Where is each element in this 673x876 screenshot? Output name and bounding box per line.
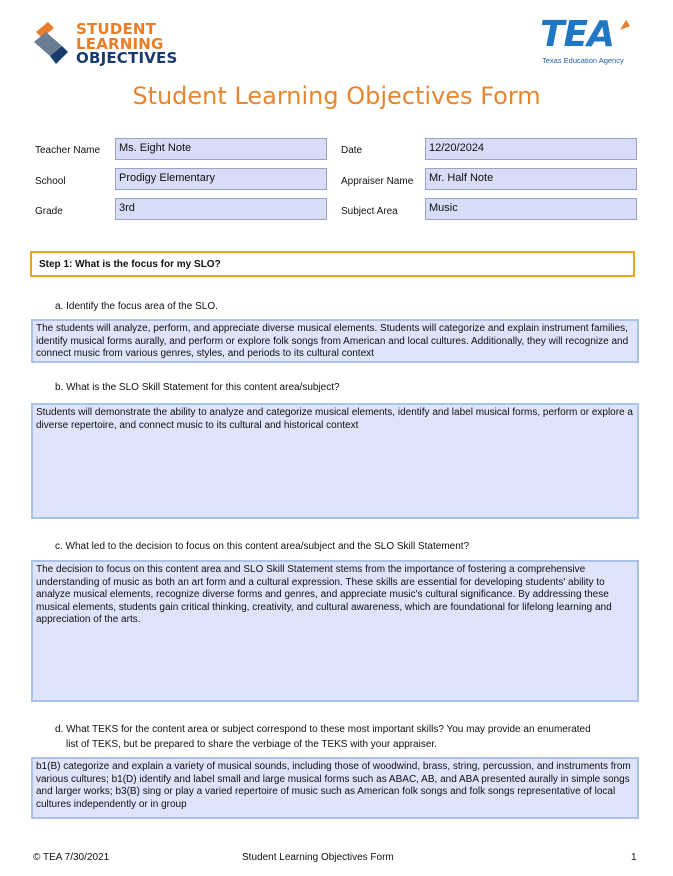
- slo-logo-text: [76, 22, 178, 66]
- footer-page-number: 1: [631, 852, 637, 863]
- date-label: Date: [341, 145, 363, 156]
- question-b-prompt: b. What is the SLO Skill Statement for this content area/subject?: [55, 382, 340, 393]
- question-b-answer[interactable]: Students will demonstrate the ability to analyze and categorize musical elements, identify and label musical forms, perform or explore a diverse repertoire, and connect music to its cultural and historical context: [31, 403, 639, 519]
- question-d-prompt-line1: d. What TEKS for the content area or subject correspond to these most important skills? You may provide an enumerated: [55, 724, 591, 735]
- footer-copyright: © TEA 7/30/2021: [33, 852, 110, 863]
- question-d-answer[interactable]: b1(B) categorize and explain a variety of musical sounds, including those of woodwind, brass, string, percussion, and instruments from various cultures; b1(D) identify and label small and large musical forms such as ABAC, AB, and ABA presented aurally in simple songs and larger works; b3(B) sing or play a varied repertoire of music such as American folk songs and folk songs representative of local cultures independently or in group: [31, 757, 639, 819]
- form-title: Student Learning Objectives Form: [132, 82, 541, 110]
- appraiser-name-label: Appraiser Name: [341, 176, 414, 187]
- question-d-prompt-line2: list of TEKS, but be prepared to share the verbiage of the TEKS with your appraiser.: [66, 739, 437, 750]
- tea-logo-subtitle: Texas Education Agency: [542, 56, 624, 65]
- tea-logo-word: TEA: [540, 14, 615, 55]
- question-c-answer[interactable]: The decision to focus on this content area and SLO Skill Statement stems from the importance of fostering a comprehensive understanding of music as both an art form and a cultural expression. These skills are essential for developing students' ability to analyze musical elements, recognize diverse forms and genres, and appreciate music's cultural significance. By addressing these musical elements, students gain critical thinking, creativity, and cultural awareness, which are foundational for lifelong learning and appreciation of the arts.: [31, 560, 639, 702]
- teacher-name-label: Teacher Name: [35, 145, 101, 156]
- slo-logo: [32, 20, 192, 68]
- question-a-answer[interactable]: The students will analyze, perform, and appreciate diverse musical elements. Students will categorize and explain instrument families, identify musical forms aurally, and perform or explore folk songs from American and local cultures. Additionally, they will recognize and connect music from various genres, styles, and periods to its cultural context: [31, 319, 639, 363]
- tea-logo: [540, 14, 640, 66]
- step1-heading: Step 1: What is the focus for my SLO?: [30, 251, 635, 277]
- grade-label: Grade: [35, 206, 63, 217]
- question-c-prompt: c. What led to the decision to focus on this content area/subject and the SLO Skill Statement?: [55, 541, 470, 552]
- tea-logo-arrow-icon: [618, 18, 632, 32]
- date-field[interactable]: 12/20/2024: [425, 138, 637, 160]
- teacher-name-field[interactable]: Ms. Eight Note: [115, 138, 327, 160]
- slo-logo-mark-icon: [32, 20, 72, 66]
- footer-title: Student Learning Objectives Form: [242, 852, 394, 863]
- slo-logo-line2: LEARNING: [76, 34, 164, 53]
- school-field[interactable]: Prodigy Elementary: [115, 168, 327, 190]
- appraiser-name-field[interactable]: Mr. Half Note: [425, 168, 637, 190]
- slo-logo-line1: STUDENT: [76, 20, 157, 38]
- subject-area-field[interactable]: Music: [425, 198, 637, 220]
- grade-field[interactable]: 3rd: [115, 198, 327, 220]
- question-a-prompt: a. Identify the focus area of the SLO.: [55, 301, 218, 312]
- school-label: School: [35, 176, 66, 187]
- slo-logo-line3: OBJECTIVES: [76, 49, 178, 67]
- subject-area-label: Subject Area: [341, 206, 398, 217]
